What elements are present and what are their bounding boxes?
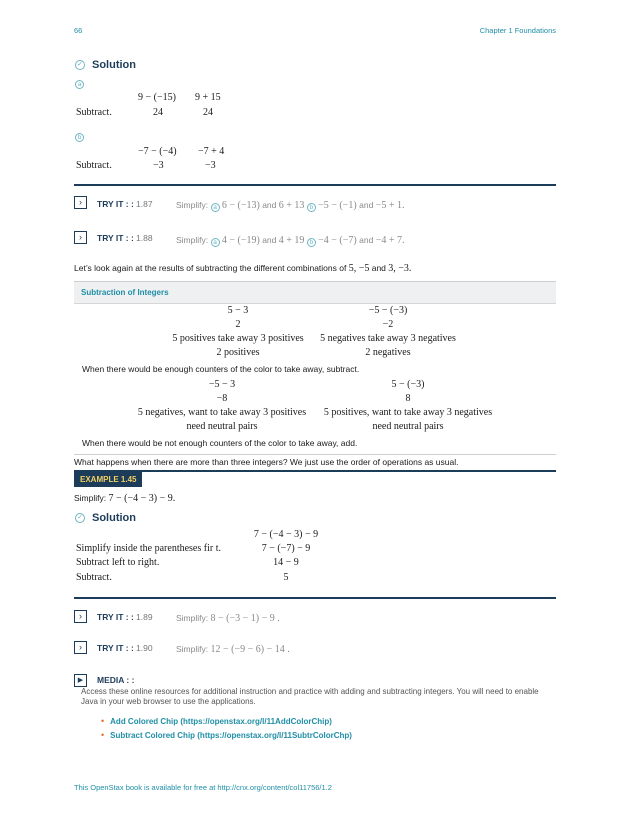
a-expr1: 9 − (−15) [138,92,176,103]
b-expr1: −7 − (−4) [138,146,177,157]
try-it-label: TRY IT : : [97,199,134,209]
try-it-question: Simplify: a 6 − (−13) and 6 + 13 b −5 − (−1) and −5 + 1. [176,200,405,211]
try-it-label: TRY IT : : [97,643,134,653]
solution-start-expr: 7 − (−4 − 3) − 9 [253,529,319,540]
chevron-right-icon[interactable]: › [74,610,87,623]
step-expr: 5 [283,572,289,583]
chevron-right-icon[interactable]: › [74,231,87,244]
b-step-label: Subtract. [76,160,112,171]
check-icon: ✓ [75,60,85,70]
step-label: Subtract left to right. [76,557,160,568]
example-rule [74,470,556,472]
step-label: Subtract. [76,572,112,583]
intro-text: Let’s look again at the results of subtracting the different combinations of 5, −5 and 3, −3. [74,263,412,274]
page-number: 66 [74,26,83,35]
table-title: Subtraction of Integers [81,288,169,297]
divider [74,184,556,186]
check-icon: ✓ [75,513,85,523]
chapter-title: Chapter 1 Foundations [479,26,556,35]
media-link-item[interactable]: • Subtract Colored Chip (https://openstax.org/l/11SubtrColorChp) [101,730,352,740]
try-it-number: 1.87 [136,199,153,209]
media-link[interactable]: Add Colored Chip (https://openstax.org/l/11AddColorChip) [110,717,332,726]
b-result2: −3 [205,160,216,171]
example-question: Simplify: 7 − (−4 − 3) − 9. [74,493,176,504]
media-description: Access these online resources for additional instruction and practice with adding and subtracting integers. You will need to enable Java in your web browser to use the applications. [81,687,539,706]
step-expr: 14 − 9 [273,557,299,568]
divider [74,597,556,599]
chevron-right-icon[interactable]: › [74,196,87,209]
solution-title: Solution [92,512,136,524]
try-it-question: Simplify: 12 − (−9 − 6) − 14 . [176,644,290,655]
step-label: Simplify inside the parentheses fir t. [76,543,221,554]
b-expr2: −7 + 4 [198,146,225,157]
solution-title: Solution [92,59,136,71]
play-icon[interactable]: ▶ [74,674,87,687]
a-result2: 24 [203,107,213,118]
chevron-right-icon[interactable]: › [74,641,87,654]
try-it-label: TRY IT : : [97,233,134,243]
try-it-number: 1.88 [136,233,153,243]
table-note: When there would be enough counters of the color to take away, subtract. [82,364,360,374]
try-it-question: Simplify: 8 − (−3 − 1) − 9 . [176,613,280,624]
try-it-question: Simplify: a 4 − (−19) and 4 + 19 b −4 − (−7) and −4 + 7. [176,235,405,246]
media-label: MEDIA : : [97,675,135,685]
part-a-label: a [75,80,84,89]
table-cell-r2c2: 5 − (−3) 8 5 positives, want to take away 3 negatives need neutral pairs [323,379,493,432]
step-expr: 7 − (−7) − 9 [261,543,311,554]
b-result1: −3 [153,160,164,171]
ops-paragraph: What happens when there are more than three integers? We just use the order of operations as usual. [74,457,459,467]
media-link-item[interactable]: • Add Colored Chip (https://openstax.org/l/11AddColorChip) [101,716,332,726]
try-it-label: TRY IT : : [97,612,134,622]
a-expr2: 9 + 15 [195,92,221,103]
part-b-label: b [75,133,84,142]
a-step-label: Subtract. [76,107,112,118]
media-link[interactable]: Subtract Colored Chip (https://openstax.org/l/11SubtrColorChp) [110,731,352,740]
footer-text: This OpenStax book is available for free at http://cnx.org/content/col11756/1.2 [74,783,332,792]
try-it-number: 1.89 [136,612,153,622]
try-it-number: 1.90 [136,643,153,653]
table-cell-r1c2: −5 − (−3) −2 5 negatives take away 3 negatives 2 negatives [320,305,456,358]
example-label: EXAMPLE 1.45 [74,472,142,487]
table-cell-r1c1: 5 − 3 2 5 positives take away 3 positives 2 positives [172,305,304,358]
table-note: When there would be not enough counters of the color to take away, add. [82,438,358,448]
a-result1: 24 [153,107,163,118]
table-cell-r2c1: −5 − 3 −8 5 negatives, want to take away 3 positives need neutral pairs [137,379,307,432]
